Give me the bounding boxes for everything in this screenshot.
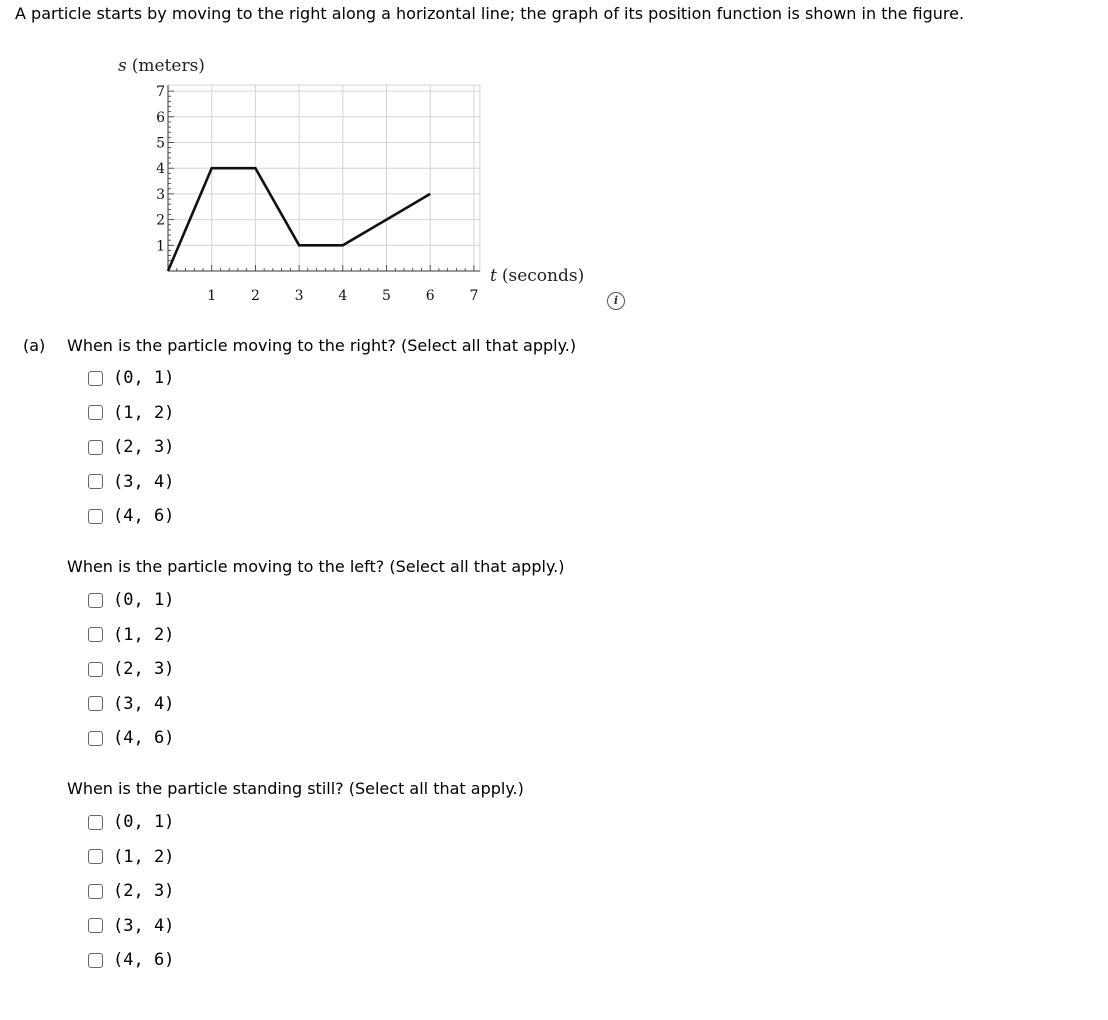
option-label: (4, 6)	[113, 950, 175, 971]
y-tick-label: 6	[156, 109, 165, 126]
option-label: (3, 4)	[113, 693, 175, 714]
y-tick-label: 2	[156, 212, 165, 229]
y-tick-label: 4	[156, 161, 165, 178]
x-tick-label: 6	[425, 288, 435, 304]
option-label: (3, 4)	[113, 915, 175, 936]
option-label: (0, 1)	[113, 368, 175, 389]
problem-statement: A particle starts by moving to the right along a horizontal line; the graph of its position function is shown in the figure.	[15, 4, 965, 23]
y-axis-variable: s	[118, 56, 127, 76]
option-moving-left-4-6[interactable]	[88, 721, 174, 756]
option-moving-left-1-2[interactable]	[88, 618, 174, 653]
question-standing-still: When is the particle standing still? (Select all that apply.)	[67, 779, 524, 798]
y-tick-label: 5	[156, 135, 165, 152]
y-tick-label: 1	[156, 238, 165, 255]
option-moving-right-2-3[interactable]	[88, 430, 174, 465]
options-moving-right	[88, 361, 174, 534]
option-standing-still-4-6[interactable]	[88, 943, 174, 978]
x-tick-label: 4	[338, 288, 348, 304]
option-moving-left-3-4[interactable]	[88, 687, 174, 722]
checkbox[interactable]	[88, 593, 103, 608]
question-moving-right: When is the particle moving to the right? (Select all that apply.)	[67, 336, 577, 355]
x-axis-label	[490, 266, 584, 286]
option-standing-still-3-4[interactable]	[88, 909, 174, 944]
option-moving-left-2-3[interactable]	[88, 652, 174, 687]
option-moving-right-0-1[interactable]	[88, 361, 174, 396]
option-moving-right-3-4[interactable]	[88, 465, 174, 500]
checkbox[interactable]	[88, 849, 103, 864]
checkbox[interactable]	[88, 371, 103, 386]
option-standing-still-0-1[interactable]	[88, 805, 174, 840]
checkbox[interactable]	[88, 627, 103, 642]
option-label: (0, 1)	[113, 590, 175, 611]
checkbox[interactable]	[88, 405, 103, 420]
option-label: (2, 3)	[113, 437, 175, 458]
x-tick-label: 1	[207, 288, 217, 304]
option-label: (3, 4)	[113, 471, 175, 492]
x-tick-label: 7	[469, 288, 479, 304]
checkbox[interactable]	[88, 662, 103, 677]
checkbox[interactable]	[88, 918, 103, 933]
position-graph	[0, 0, 640, 320]
checkbox[interactable]	[88, 815, 103, 830]
option-label: (4, 6)	[113, 728, 175, 749]
option-standing-still-2-3[interactable]	[88, 874, 174, 909]
x-tick-label: 5	[382, 288, 391, 304]
checkbox[interactable]	[88, 509, 103, 524]
x-tick-label: 2	[250, 288, 260, 304]
option-label: (1, 2)	[113, 624, 175, 645]
option-moving-left-0-1[interactable]	[88, 583, 174, 618]
checkbox[interactable]	[88, 884, 103, 899]
checkbox[interactable]	[88, 474, 103, 489]
part-a-label: (a)	[23, 336, 46, 355]
option-moving-right-4-6[interactable]	[88, 499, 174, 534]
options-standing-still	[88, 805, 174, 978]
option-label: (1, 2)	[113, 402, 175, 423]
x-axis-variable: t	[490, 266, 497, 286]
y-axis-unit: (meters)	[131, 56, 205, 76]
y-tick-label: 3	[156, 186, 165, 203]
options-moving-left	[88, 583, 174, 756]
option-label: (2, 3)	[113, 659, 175, 680]
option-label: (4, 6)	[113, 506, 175, 527]
option-moving-right-1-2[interactable]	[88, 396, 174, 431]
option-label: (2, 3)	[113, 881, 175, 902]
info-icon[interactable]: i	[607, 292, 625, 310]
x-tick-label: 3	[294, 288, 304, 304]
option-standing-still-1-2[interactable]	[88, 840, 174, 875]
y-axis-label	[118, 56, 205, 76]
axes	[168, 85, 480, 271]
grid	[168, 85, 480, 271]
option-label: (1, 2)	[113, 846, 175, 867]
x-axis-unit: (seconds)	[501, 266, 585, 286]
question-moving-left: When is the particle moving to the left? (Select all that apply.)	[67, 557, 565, 576]
checkbox[interactable]	[88, 731, 103, 746]
option-label: (0, 1)	[113, 812, 175, 833]
checkbox[interactable]	[88, 440, 103, 455]
checkbox[interactable]	[88, 953, 103, 968]
y-tick-label: 7	[156, 84, 165, 101]
checkbox[interactable]	[88, 696, 103, 711]
